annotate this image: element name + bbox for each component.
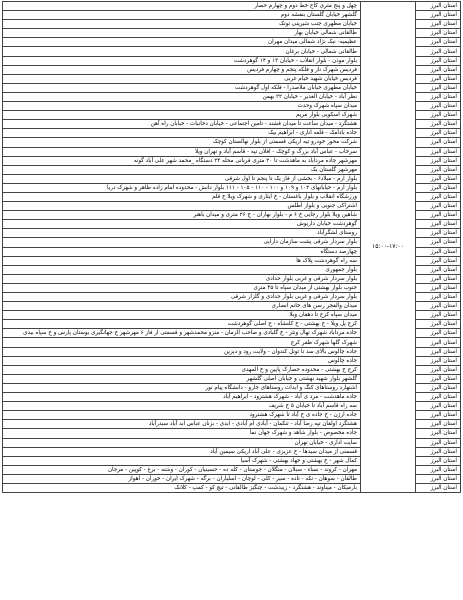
address-cell: گلشهر بلوار شهید بهشتی و خیابان اصلی گلشهر [3,374,361,383]
address-cell: مهرشهر گلستان یک [3,165,361,174]
province-cell: استان البرز [416,138,461,147]
province-cell: استان البرز [416,56,461,65]
province-cell: استان البرز [416,265,461,274]
address-cell: کمال شهر - خ بهشتی و جهاد بهشتی - شهرک آسیا [3,456,361,465]
province-cell: استان البرز [416,192,461,201]
province-cell: استان البرز [416,302,461,311]
province-cell: استان البرز [416,238,461,247]
province-cell: استان البرز [416,174,461,183]
province-cell: استان البرز [416,438,461,447]
address-cell: مهران - کروند - نساء - سبلان - منگلان - جوستان - کله ده - حسینیان - کوران - وشته - برغ - کوپین - مرجان [3,465,361,474]
address-cell: جاده بادامک - قلعه اناری - ابراهیم بیک [3,129,361,138]
address-cell: کرج خ بهشتی - محدوده حصارک پایین و خ المهدی [3,365,361,374]
province-cell: استان البرز [416,274,461,283]
province-cell: استان البرز [416,411,461,420]
province-cell: استان البرز [416,92,461,101]
province-cell: استان البرز [416,474,461,483]
province-cell: استان البرز [416,229,461,238]
address-cell: سه راه گوهردشت پلاک ها [3,256,361,265]
province-cell: استان البرز [416,129,461,138]
province-cell: استان البرز [416,320,461,329]
address-cell: خیابان مطهری جنب شیرینی توتک [3,20,361,29]
province-cell: استان البرز [416,393,461,402]
address-cell: نظر آباد - خیابان الغدیر - خیابان ۲۲ بهمن [3,92,361,101]
address-cell: فردیس شهرک ناز و فلکه پنجم و چهارم فردیس [3,65,361,74]
province-cell: استان البرز [416,111,461,120]
address-cell: جنوب بلوار بهشتی از میدان سپاه تا ۴۵ متری [3,283,361,292]
address-cell: بلوار ارم - خیابانهای ۱۰۲ و ۱۰۹ و ۱۰۰ - ۱۱۰ - ۱۰۵ - ۱۱۱ بلوار دانش - محدوده امام زاده طاهر و شهرک دریا [3,183,361,192]
time-range-cell: ۱۵:۰۰-۱۷:۰۰ [361,2,416,493]
address-cell: بلوار جمهوری [3,265,361,274]
province-cell: استان البرز [416,74,461,83]
address-cell: جاده ماهدشت - مرد ی آباد - شهرک هشترود - ابراهیم آباد [3,393,361,402]
address-cell: شاهین ویلا بلوار رجایی خ ۶ م - بلوار بهاران - خ ۲۶ متری و میدان باهنر [3,211,361,220]
address-cell: سه راه قاسم آباد تا خیابان ۵ خ شریف [3,402,361,411]
province-cell: استان البرز [416,102,461,111]
address-cell: بارمیکان - میناوند - هشتگرد - زیبدشت - چنگیز طالقانی - تیچ کو - کمپ - کلانک [3,483,361,492]
address-cell: گلشهر خیابان گلستان بنفشه دوم [3,11,361,20]
province-cell: استان البرز [416,329,461,338]
address-cell: گوهردشت خیابان داریوش [3,220,361,229]
province-cell: استان البرز [416,29,461,38]
address-cell: سایت اداری - خیابان تهران [3,438,361,447]
address-cell: چهارصد دستگاه [3,247,361,256]
province-cell: استان البرز [416,293,461,302]
province-cell: استان البرز [416,374,461,383]
address-cell: طالقانی شمالی - خیابان برغان [3,47,361,56]
address-cell: بلوار سردار شرقی پشت سازمان دارایی [3,238,361,247]
province-cell: استان البرز [416,247,461,256]
province-cell: استان البرز [416,456,461,465]
address-cell: شهرک گلها شهرک ظفر کرج [3,338,361,347]
address-cell: جاده ارژن - خ جاده ی خ آباد تا شهرک هشترود [3,411,361,420]
address-cell: میدان سپاه شهرک وحدت [3,102,361,111]
address-cell: کرج پل ویلا - خ بهشتی - خ کلنشاه - خ اصلی گوهردشت [3,320,361,329]
address-cell: چهل و پنج متری کاج خط دوم و چهارم حصار [3,2,361,11]
address-cell: جاده مخصوص - بلوار شاهد و شهرک جهان نما [3,429,361,438]
address-cell: بلوار ارم - میلاد۶ - بخشی از فاز یک تا پنجم تا اول شرقی [3,174,361,183]
province-cell: استان البرز [416,447,461,456]
province-cell: استان البرز [416,383,461,392]
province-cell: استان البرز [416,120,461,129]
address-cell: بلوار سردار شرقی و غربی بلوار حدادی و گلزار شرقی [3,293,361,302]
province-cell: استان البرز [416,420,461,429]
address-cell: خیابان مطهری خیابان ملاصدرا - فلکه اول گوهردشت [3,83,361,92]
address-cell: طالقانی شمالی خیابان بهار [3,29,361,38]
province-cell: استان البرز [416,429,461,438]
province-cell: استان البرز [416,256,461,265]
province-cell: استان البرز [416,47,461,56]
address-cell: سرخاب - عباس آباد بزرگ و کوچک - افلان تپه - قاسم آباد و تهران ویلا [3,147,361,156]
province-cell: استان البرز [416,220,461,229]
address-cell: قسمتی از میدان سیدها - خ عزیزی - علی آباد اریکی سیمین آباد [3,447,361,456]
address-cell: شرکت محور خودرو تیه اریکی قسمتی از بلوار نهالستان کوچک [3,138,361,147]
province-cell: استان البرز [416,165,461,174]
province-cell: استان البرز [416,65,461,74]
address-cell: روستای لشگرآباد [3,229,361,238]
address-cell: هشتگرد اولقان تپه رضا آباد - تنکمان - آبادی ام آبادی - ابدی - بزنان عباس ابد آباد سیدرآباد [3,420,361,429]
province-cell: استان البرز [416,338,461,347]
province-cell: استان البرز [416,83,461,92]
address-cell: هشتگرد - میدان ساعت تا میدان قشند - تامین اجتماعی - خیابان دخانیات - خیابان راه آهن [3,120,361,129]
address-cell: میدان سپاه کرج تا دهقان ویلا [3,311,361,320]
address-cell: میدان والفجر رسن های خانم انصاری [3,302,361,311]
province-cell: استان البرز [416,347,461,356]
province-cell: استان البرز [416,20,461,29]
address-cell: جاده مرداباد شهرک نهال ونثر - خ گلبادی و صاحب الزمان - منزو محمدشهر و قسمتی از فاز ۶ مهرشهر خ جهانگیری بوستان پارس و خ سپاه بیدی [3,329,361,338]
province-cell: استان البرز [416,11,461,20]
province-cell: استان البرز [416,183,461,192]
address-cell: عظیمیه- نبک نژاد شمالی میدان مهران [3,38,361,47]
address-cell: جاده چالوس بالای سد تا تونل کندوان - ولایت رود و دیزین [3,347,361,356]
address-cell: بلوار سردار شرقی و غربی بلوار حدادی [3,274,361,283]
province-cell: استان البرز [416,38,461,47]
province-cell: استان البرز [416,211,461,220]
province-cell: استان البرز [416,283,461,292]
province-cell: استان البرز [416,202,461,211]
province-cell: استان البرز [416,2,461,11]
address-cell: بلوار موذن - بلوار انقلاب - خیابان ۱۳ و ۱۴ گوهردشت [3,56,361,65]
province-cell: استان البرز [416,465,461,474]
province-cell: استان البرز [416,365,461,374]
address-cell: ورزشگاه انقلاب و بلوار باغستان - خ ایثاری و شهرک ویلا خ قلم [3,192,361,201]
address-cell: جاده چالوس [3,356,361,365]
province-cell: استان البرز [416,156,461,165]
address-cell: اشتراکی جنوبی و بلوار اطلس [3,202,361,211]
address-cell: فردیس خیابان شهید خیام غربی [3,74,361,83]
province-cell: استان البرز [416,147,461,156]
province-cell: استان البرز [416,483,461,492]
table-row [3,2,461,11]
address-cell: مهرشهر جاده مرداباد به ماهدشت تا ۲۰ متری قربانی محله ۲۴ دستگاه _محمد شهر علی آباد گونه [3,156,361,165]
address-cell: اشتهارد روستاهای کنگ و ابدات روستاهای جارو - دانشگاه پیام نور [3,383,361,392]
province-cell: استان البرز [416,356,461,365]
address-cell: طالقان - سوهان - تکه - تاده - سیر - کلی - لوچان - اسلیاران - برگه - شهرک ایران - خوران - اهواز [3,474,361,483]
province-cell: استان البرز [416,402,461,411]
outage-schedule-table [2,1,461,493]
address-cell: شهرک اسکویی بلوار مریم [3,111,361,120]
province-cell: استان البرز [416,311,461,320]
schedule-rows [3,2,461,493]
